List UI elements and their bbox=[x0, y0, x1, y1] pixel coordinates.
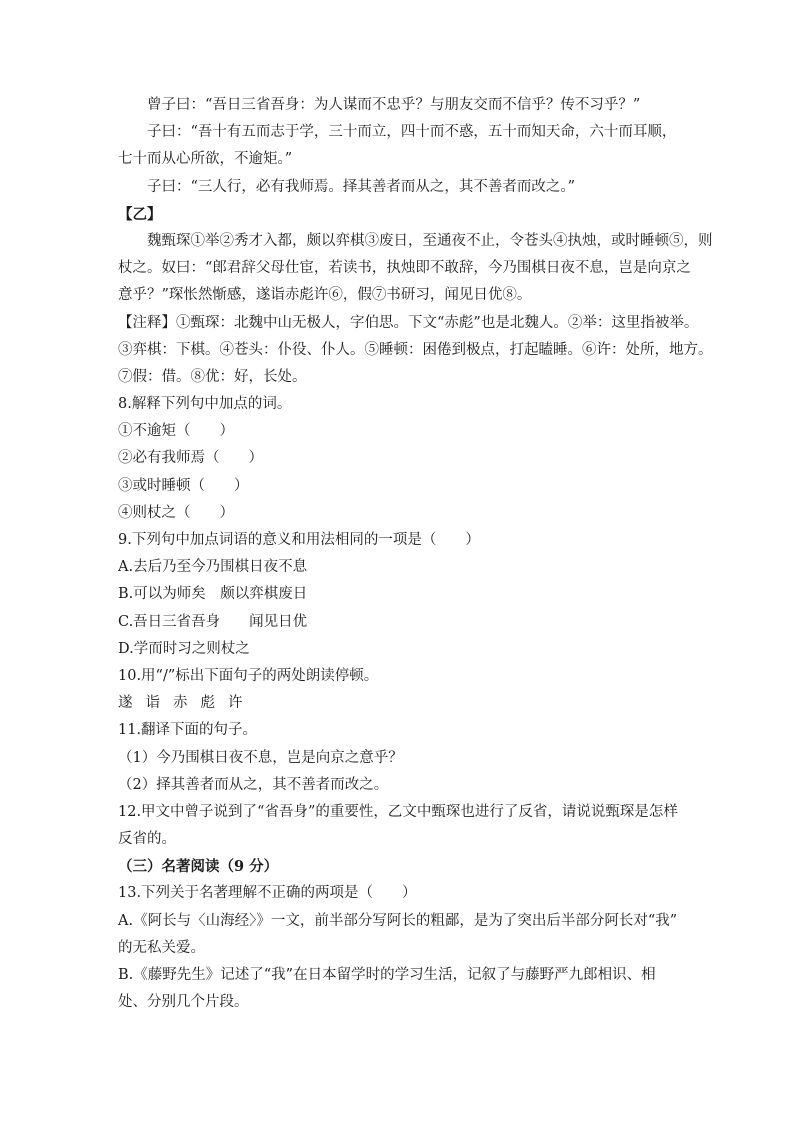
notes-line-2: ③弈棋：下棋。④苍头：仆役、仆人。⑤睡顿：困倦到极点，打起瞌睡。⑥许：处所，地方。 bbox=[118, 341, 713, 358]
q11-item: （1）今乃围棋日夜不息，岂是向京之意乎？ bbox=[118, 749, 403, 766]
jia-zi-yue-line-1: 子曰：“吾十有五而志于学，三十而立，四十而不惑，五十而知天命，六十而耳顺， bbox=[147, 124, 677, 141]
q10-sentence: 遂诣赤彪许 bbox=[118, 695, 256, 712]
q13-option-b-line-2: 处、分别几个片段。 bbox=[118, 994, 249, 1011]
q11-item: （2）择其善者而从之，其不善者而改之。 bbox=[118, 776, 389, 793]
q8-stem: 8.解释下列句中加点的词。 bbox=[118, 396, 292, 413]
q12-line-2: 反省的。 bbox=[118, 831, 176, 848]
yi-text-line-2: 杖之。奴曰：“郎君辞父母仕宦，若读书，执烛即不敢辞，今乃围棋日夜不息，岂是向京之 bbox=[118, 260, 691, 277]
q13-option-a-line-2: 的无私关爱。 bbox=[118, 939, 205, 956]
notes-line-1: 【注释】①甄琛：北魏中山无极人，字伯思。下文“赤彪”也是北魏人。②举：这里指被举。 bbox=[118, 314, 699, 331]
q8-item: ③或时睡顿（ ） bbox=[118, 477, 249, 494]
jia-zengzi-line: 曾子曰：“吾日三省吾身：为人谋而不忠乎？与朋友交而不信乎？传不习乎？” bbox=[147, 97, 641, 113]
jia-zi-yue-line-2: 七十而从心所欲，不逾矩。” bbox=[118, 151, 293, 168]
q9-option-a: A.去后乃至今乃围棋日夜不息 bbox=[118, 559, 308, 576]
yi-text-line-1: 魏甄琛①举②秀才入都，颇以弈棋③废日，至通夜不止，令苍头④执烛，或时睡顿⑤，则 bbox=[147, 232, 713, 249]
q11-stem: 11.翻译下面的句子。 bbox=[118, 722, 258, 739]
q13-stem: 13.下列关于名著理解不正确的两项是（ ） bbox=[118, 885, 417, 902]
q13-option-b-line-1: B.《藤野先生》记述了“我”在日本留学时的学习生活，记叙了与藤野严九郎相识、相 bbox=[118, 967, 656, 983]
q10-stem: 10.用“/”标出下面句子的两处朗读停顿。 bbox=[118, 667, 379, 684]
q9-option-b: B.可以为师矣 颇以弈棋废日 bbox=[118, 586, 308, 603]
yi-heading: 【乙】 bbox=[118, 205, 162, 223]
yi-text-line-3: 意乎？”琛怅然惭感，遂诣赤彪许⑥，假⑦书研习，闻见日优⑧。 bbox=[118, 287, 532, 304]
notes-line-3: ⑦假：借。⑧优：好，长处。 bbox=[118, 368, 307, 385]
q9-stem: 9.下列句中加点词语的意义和用法相同的一项是（ ） bbox=[118, 532, 480, 548]
q9-option-d: D.学而时习之则杖之 bbox=[118, 640, 250, 657]
q13-option-a-line-1: A.《阿长与〈山海经〉》一文，前半部分写阿长的粗鄙，是为了突出后半部分阿长对“我” bbox=[118, 912, 678, 929]
exam-page bbox=[118, 92, 713, 1016]
q9-option-c: C.吾日三省吾身 闻见日优 bbox=[118, 613, 308, 630]
q8-item: ②必有我师焉（ ） bbox=[118, 450, 263, 467]
q8-item: ④则杖之（ ） bbox=[118, 504, 234, 521]
q12-line-1: 12.甲文中曾子说到了“省吾身”的重要性，乙文中甄琛也进行了反省，请说说甄琛是怎样 bbox=[118, 803, 678, 820]
jia-sanren-line: 子曰：“三人行，必有我师焉。择其善者而从之，其不善者而改之。” bbox=[147, 178, 576, 195]
section-3-heading: （三）名著阅读（9 分） bbox=[118, 858, 279, 876]
q8-item: ①不逾矩（ ） bbox=[118, 423, 234, 440]
